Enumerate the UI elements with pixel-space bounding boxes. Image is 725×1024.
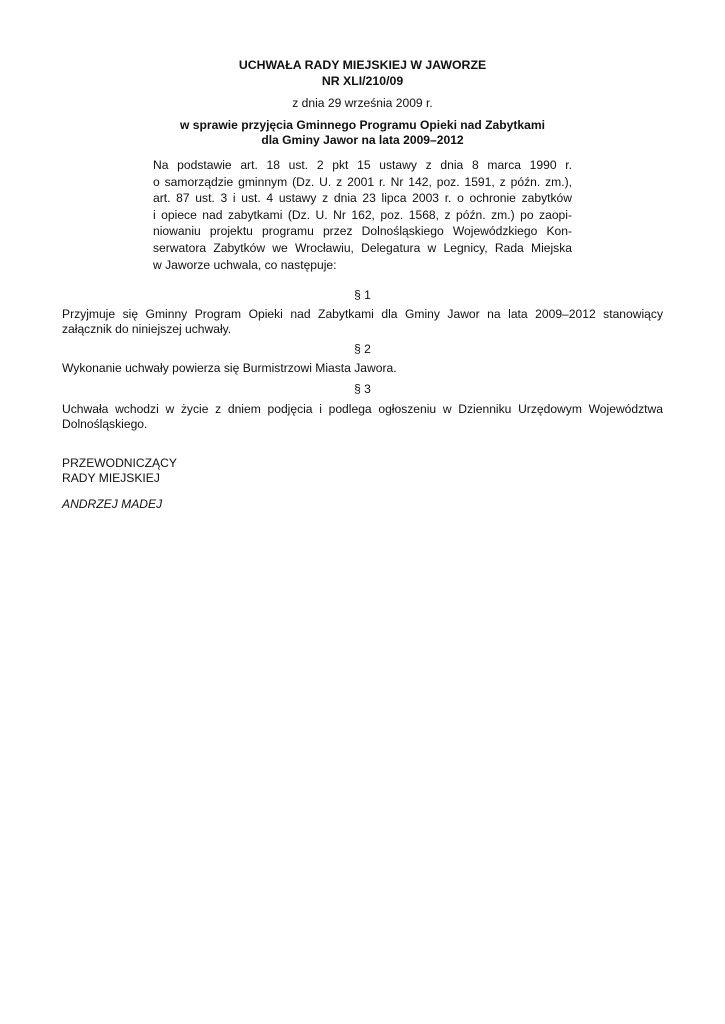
resolution-subject-line-1: w sprawie przyjęcia Gminnego Programu Opieki nad Zabytkami [180, 118, 545, 132]
legal-basis-line: Na podstawie art. 18 ust. 2 pkt 15 ustawy z dnia 8 marca 1990 r. [153, 158, 572, 172]
section-mark-3: § 3 [354, 382, 371, 396]
legal-basis-paragraph [153, 157, 572, 273]
resolution-number: NR XLI/210/09 [321, 74, 404, 88]
section-1-text-line-2: załącznik do niniejszej uchwały. [62, 322, 232, 336]
section-mark-1: § 1 [354, 288, 371, 302]
resolution-date: z dnia 29 września 2009 r. [292, 96, 433, 110]
legal-basis-line: i opiece nad zabytkami (Dz. U. Nr 162, poz. 1568, z późn. zm.) po zaopi- [153, 207, 572, 222]
legal-basis-line: niowaniu projektu programu przez Dolnośląskiego Wojewódzkiego Kon- [153, 224, 572, 239]
resolution-subject-line-2: dla Gminy Jawor na lata 2009–2012 [261, 133, 464, 147]
section-3-text-line-2: Dolnośląskiego. [62, 417, 148, 431]
resolution-title: UCHWAŁA RADY MIEJSKIEJ W JAWORZE [238, 58, 487, 72]
section-mark-2: § 2 [354, 342, 371, 356]
legal-basis-line: o samorządzie gminnym (Dz. U. z 2001 r. Nr 142, poz. 1591, z późn. zm.), [153, 174, 572, 189]
section-3-text-line-1: Uchwała wchodzi w życie z dniem podjęcia i podlega ogłoszeniu w Dzienniku Urzędowym Województwa [62, 402, 663, 416]
signature-role-line-1: PRZEWODNICZĄCY [62, 456, 177, 470]
section-1-text-line-1: Przyjmuje się Gminny Program Opieki nad Zabytkami dla Gminy Jawor na lata 2009–2012 stanowiący [62, 307, 663, 321]
legal-basis-line: serwatora Zabytków we Wrocławiu, Delegatura w Legnicy, Rada Miejska [153, 240, 572, 255]
signature-role-line-2: RADY MIEJSKIEJ [62, 471, 160, 485]
signatory-name: ANDRZEJ MADEJ [62, 497, 163, 511]
legal-basis-line: art. 87 ust. 3 i ust. 4 ustawy z dnia 23 lipca 2003 r. o ochronie zabytków [153, 191, 572, 206]
legal-basis-line: w Jaworze uchwala, co następuje: [153, 257, 337, 272]
section-2-text-line-1: Wykonanie uchwały powierza się Burmistrzowi Miasta Jawora. [62, 361, 397, 375]
